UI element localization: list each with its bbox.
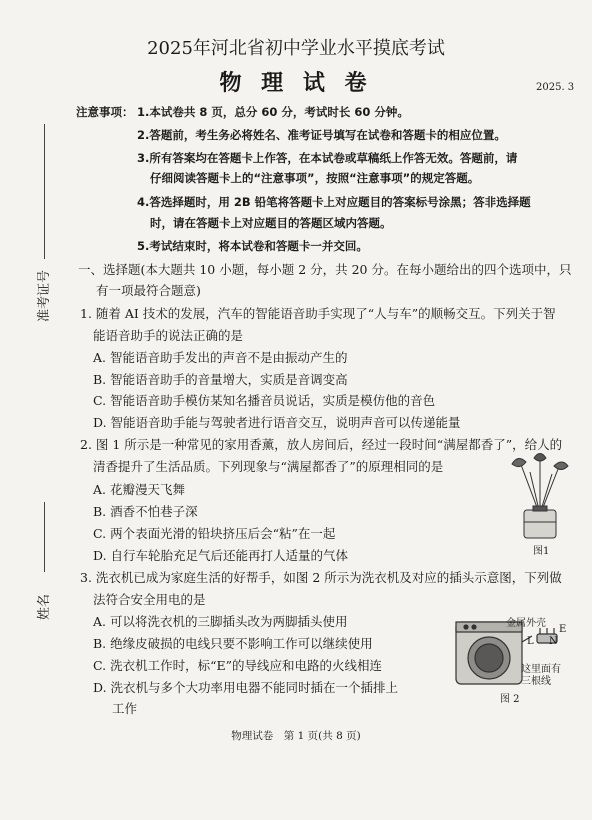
q3-option-d: D. 洗衣机与多个大功率用电器不能同时插在一个插排上 — [93, 680, 399, 695]
q3-option-a: A. 可以将洗衣机的三脚插头改为两脚插头使用 — [93, 614, 348, 629]
page-footer: 物理试卷 第 1 页(共 8 页) — [231, 730, 361, 742]
subject-title: 物 理 试 卷 — [219, 70, 373, 96]
q1-stem: 1. 随着 AI 技术的发展，汽车的智能语音助手实现了“人与车”的顺畅交互。下列关于智 — [80, 306, 556, 321]
figure-2-caption: 图 2 — [500, 694, 520, 705]
name-label: 姓名 — [37, 593, 52, 620]
notice-item-2: 2.答题前，考生务必将姓名、准考证号填写在试卷和答题卡的相应位置。 — [137, 128, 506, 142]
q1-option-a: A. 智能语音助手发出的声音不是由振动产生的 — [93, 350, 348, 365]
q2-stem: 2. 图 1 所示是一种常见的家用香薰，放人房间后，经过一段时间“满屋都香了”，给人的 — [80, 437, 563, 452]
notice-item-4-cont: 时，请在答题卡上对应题目的答题区域内答题。 — [150, 216, 392, 230]
three-wire-label-cont: 三根线 — [521, 676, 551, 687]
notice-label: 注意事项： — [76, 105, 134, 119]
earth-pin-label: E — [559, 624, 567, 635]
q1-option-c: C. 智能语音助手模仿某知名播音员说话，实质是模仿他的音色 — [93, 393, 436, 408]
exam-number-line — [44, 124, 45, 259]
q1-stem-cont: 能语音助手的说法正确的是 — [93, 328, 244, 343]
q3-option-c: C. 洗衣机工作时，标“E”的导线应和电路的火线相连 — [93, 658, 382, 673]
q1-option-d: D. 智能语音助手能与驾驶者进行语音交互，说明声音可以传递能量 — [93, 415, 461, 430]
q1-option-b: B. 智能语音助手的音量增大，实质是音调变高 — [93, 372, 348, 387]
exam-title: 2025年河北省初中学业水平摸底考试 — [147, 38, 445, 59]
q2-stem-cont: 清香提升了生活品质。下列现象与“满屋都香了”的原理相同的是 — [93, 459, 444, 474]
three-wire-label: 这里面有 — [521, 664, 561, 675]
exam-number-label: 准考证号 — [37, 269, 52, 322]
notice-item-1: 1.本试卷共 8 页，总分 60 分，考试时长 60 分钟。 — [137, 105, 409, 119]
q3-stem-cont: 法符合安全用电的是 — [93, 592, 206, 607]
section-heading: 一、选择题(本大题共 10 小题，每小题 2 分，共 20 分。在每小题给出的四个选项中，只 — [78, 262, 572, 277]
q3-option-b: B. 绝缘皮破损的电线只要不影响工作可以继续使用 — [93, 636, 373, 651]
q2-option-d: D. 自行车轮胎充足气后还能再打人适量的气体 — [93, 548, 349, 563]
q3-option-d-cont: 工作 — [112, 701, 138, 716]
q2-option-b: B. 酒香不怕巷子深 — [93, 504, 198, 519]
name-line — [44, 502, 45, 572]
notice-item-3-cont: 仔细阅读答题卡上的“注意事项”，按照“注意事项”的规定答题。 — [150, 171, 480, 185]
metal-casing-label: 金属外壳 — [506, 618, 546, 629]
notice-item-5: 5.考试结束时，将本试卷和答题卡一并交回。 — [137, 239, 368, 253]
exam-date: 2025. 3 — [536, 82, 575, 93]
q3-stem: 3. 洗衣机已成为家庭生活的好帮手，如图 2 所示为洗衣机及对应的插头示意图，下列做 — [80, 570, 562, 585]
figure-1-diffuser — [500, 452, 580, 542]
q2-option-a: A. 花瓣漫天飞舞 — [93, 482, 185, 497]
figure-1-caption: 图1 — [533, 546, 550, 557]
notice-item-3: 3.所有答案均在答题卡上作答，在本试卷或草稿纸上作答无效。答题前，请 — [137, 151, 518, 165]
live-pin-label: L — [527, 636, 534, 647]
neutral-pin-label: N — [549, 636, 558, 647]
notice-item-4: 4.答选择题时，用 2B 铅笔将答题卡上对应题目的答案标号涂黑；答非选择题 — [137, 195, 531, 209]
q2-option-c: C. 两个表面光滑的铅块挤压后会“粘”在一起 — [93, 526, 336, 541]
section-heading-cont: 有一项最符合题意) — [96, 283, 201, 298]
